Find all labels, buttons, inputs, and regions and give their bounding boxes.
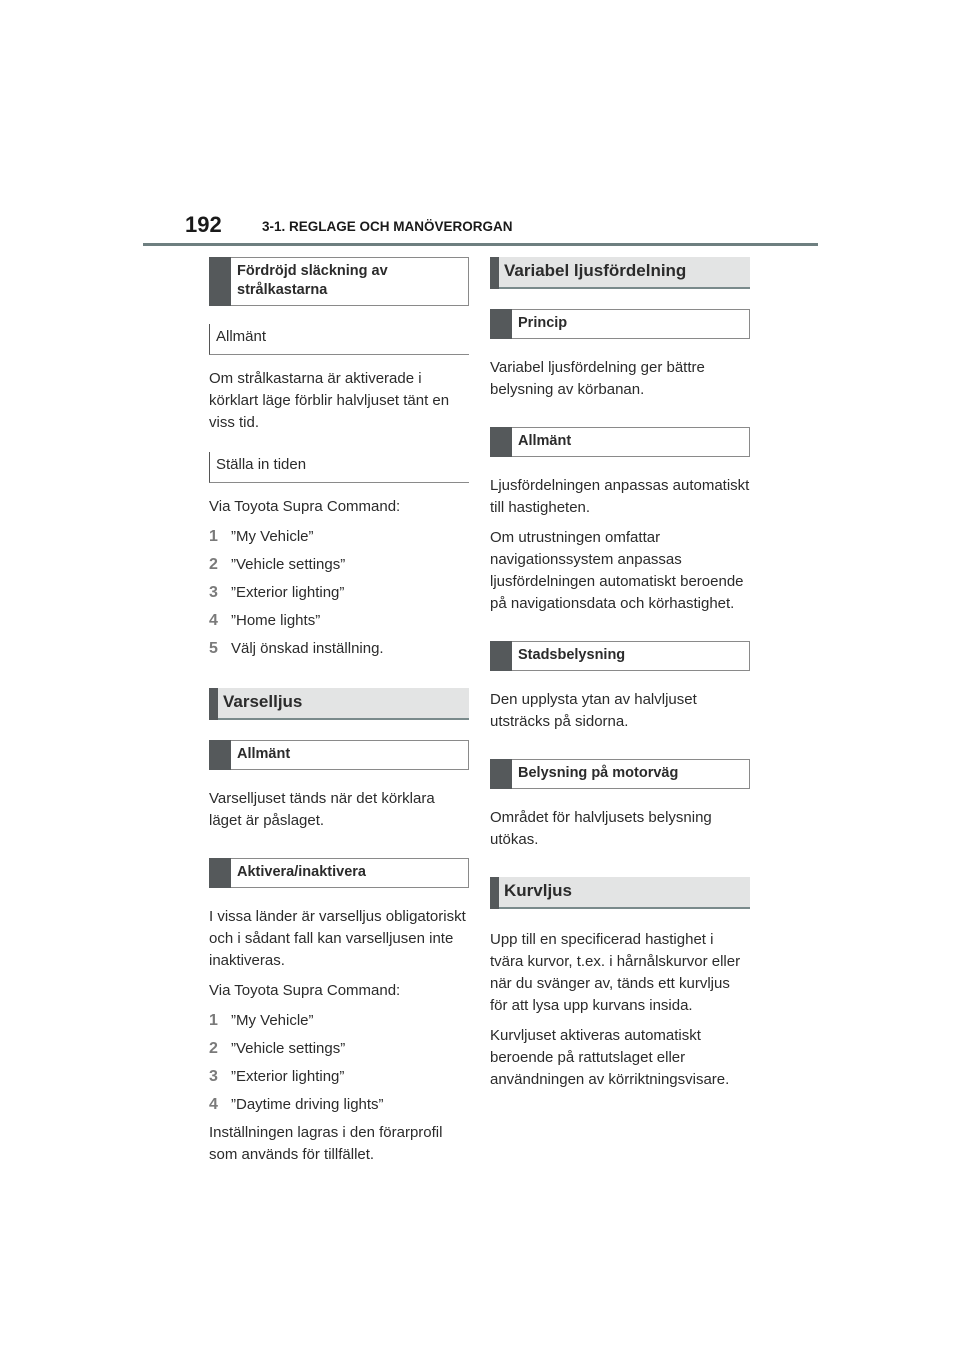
header-rule [143,243,818,246]
step-item: 5 Välj önskad inställning. [209,640,384,657]
subheading-set-time: Ställa in tiden [209,452,469,483]
page-header [0,0,960,250]
heading-activate-deactivate: Aktivera/inaktivera [209,858,469,888]
heading-city-lighting: Stadsbelysning [490,641,750,671]
paragraph: Via Toyota Supra Command: [209,498,401,515]
major-heading-variable-light: Variabel ljusfördelning [490,257,750,289]
step-list [209,526,469,660]
major-heading-daytime-lights: Varselljus [209,688,469,720]
step-item: 1 ”My Vehicle” [209,528,314,545]
paragraph: Ljusfördelningen anpassas automatiskt till hastigheten. [490,477,750,516]
step-item: 1 ”My Vehicle” [209,1012,314,1029]
step-list [209,1010,469,1116]
right-column [490,257,750,1099]
page-number: 192 [185,212,222,237]
paragraph: Via Toyota Supra Command: [209,982,401,999]
step-item: 2 ”Vehicle settings” [209,1040,346,1057]
paragraph: Området för halvljusets belysning utökas. [490,809,712,848]
paragraph: Den upplysta ytan av halvljuset utsträcks på sidorna. [490,691,697,730]
major-heading-cornering-light: Kurvljus [490,877,750,909]
step-item: 3 ”Exterior lighting” [209,1068,345,1085]
paragraph: Upp till en specificerad hastighet i tvära kurvor, t.ex. i hårnålskurvor eller när du svänger av, tänds ett kurvljus för att lysa upp kurvans insida. [490,931,741,1014]
subheading-general: Allmänt [209,324,469,355]
step-item: 4 ”Home lights” [209,612,321,629]
paragraph: Varselljuset tänds när det körklara läget är påslaget. [209,790,435,829]
heading-general: Allmänt [209,740,469,770]
chapter-title: 3-1. REGLAGE OCH MANÖVERORGAN [262,219,513,234]
paragraph: Om strålkastarna är aktiverade i körklart läge förblir halvljuset tänt en viss tid. [209,370,450,431]
paragraph: I vissa länder är varselljus obligatoriskt och i sådant fall kan varselljusen inte inaktiveras. [209,908,466,969]
paragraph: Om utrustningen omfattar navigationssystem anpassas ljusfördelningen automatiskt beroende på navigationsdata och körhastighet. [490,529,744,612]
section-heading-delayed-headlights [209,257,469,306]
section-heading-text: Fördröjd släckning av strålkastarna [237,263,388,298]
heading-general: Allmänt [490,427,750,457]
paragraph: Kurvljuset aktiveras automatiskt beroende på rattutslaget eller användningen av körriktningsvisare. [490,1027,730,1088]
paragraph: Variabel ljusfördelning ger bättre belysning av körbanan. [490,359,705,398]
heading-motorway-lighting: Belysning på motorväg [490,759,750,789]
step-item: 2 ”Vehicle settings” [209,556,346,573]
step-item: 3 ”Exterior lighting” [209,584,345,601]
paragraph: Inställningen lagras i den förarprofil som används för tillfället. [209,1124,443,1163]
step-item: 4 ”Daytime driving lights” [209,1096,384,1113]
left-column [209,257,469,1174]
heading-principle: Princip [490,309,750,339]
